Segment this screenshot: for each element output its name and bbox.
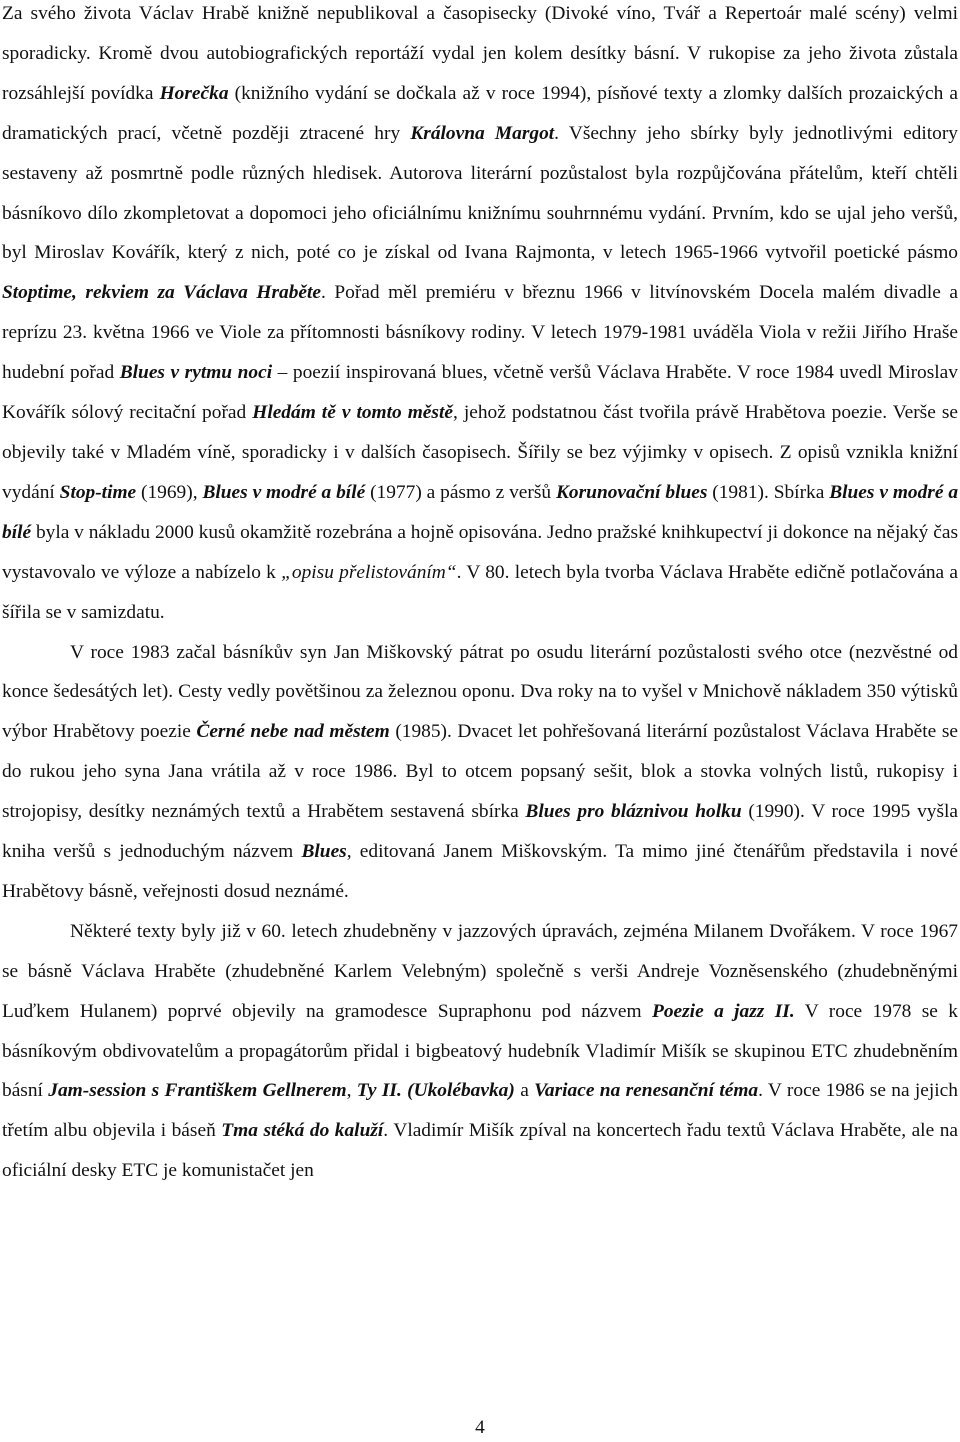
text-run: . V roce 1986 se na jejich třetím albu objevila i báseň: [2, 1080, 958, 1142]
text-run: . Všechny jeho sbírky byly jednotlivými editory sestaveny až posmrtně podle různých hledisek. Autorova literární pozůstalost byla rozpůjčována přátelům, kteří chtěli básníkovo dílo zkompletovat a dopomoci jeho oficiálnímu knižnímu souhrnnému vydání. Prvním, kdo se ujal jeho veršů, byl Miroslav Kovářík, který z nich, poté co je získal od Ivana Rajmonta, v letech 1965-1966 vytvořil poetické pásmo: [2, 122, 958, 264]
text-run: Některé texty byly již v 60. letech zhudebněny v jazzových úpravách, zejména Milanem Dvořákem. V roce 1967 se básně Václava Hraběte (zhudebněné Karlem Velebným) společně s verši Andreje Vozněsenského (zhudebněnými Luďkem Hulanem) poprvé objevily na gramodesce Supraphonu pod názvem: [2, 920, 958, 1022]
text-run: . Pořad měl premiéru v březnu 1966 v litvínovském Docela malém divadle a reprízu 23. května 1966 ve Viole za přítomnosti básníkovy rodiny. V letech 1979-1981 uváděla Viola v režii Jiřího Hraše hudební pořad: [2, 282, 958, 384]
emphasized-title: Blues v modré a bílé: [2, 481, 959, 543]
emphasized-title: Poezie a jazz II.: [651, 1000, 795, 1022]
text-run: (knižního vydání se dočkala až v roce 1994), písňové texty a zlomky dalších prozaických a dramatických prací, včetně později ztracené hry: [2, 82, 959, 144]
text-run: V roce 1978 se k básníkovým obdivovatelům a propagátorům přidal i bigbeatový hudebník Vladimír Mišík se skupinou ETC zhudebněním básní: [2, 1000, 958, 1102]
text-run: (1981). Sbírka: [707, 481, 830, 503]
emphasized-title: Černé nebe nad městem: [196, 721, 390, 743]
body-text: [2, 0, 958, 1191]
emphasized-title: Hledám tě v tomto městě: [252, 402, 453, 424]
text-run: , jehož podstatnou část tvořila právě Hrabětova poezie. Verše se objevily také v Mladém víně, sporadicky i v dalších časopisech. Šířily se bez výjimky v opisech. Z opisů vznikla knižní vydání: [2, 402, 958, 503]
text-run: (1985). Dvacet let pohřešovaná literární pozůstalost Václava Hraběte se do rukou jeho syna Jana vrátila až v roce 1986. Byl to otcem popsaný sešit, blok a stovka volných listů, rukopisy i strojopisy, desítky neznámých textů a Hrabětem sestavená sbírka: [2, 721, 958, 823]
emphasized-title: Blues v modré a bílé: [202, 481, 366, 503]
emphasized-title: Blues v rytmu noci: [119, 362, 273, 384]
emphasized-title: Jam-session s Františkem Gellnerem: [48, 1080, 347, 1102]
text-run: (1990). V roce 1995 vyšla kniha veršů s jednoduchým názvem: [2, 801, 958, 863]
emphasized-title: Korunovační blues: [555, 481, 708, 503]
emphasized-title: Horečka: [159, 82, 229, 104]
emphasized-title: Variace na renesanční téma: [534, 1080, 759, 1102]
paragraph: [2, 633, 958, 912]
text-run: (1969),: [136, 481, 203, 503]
emphasized-title: Blues: [301, 841, 347, 863]
emphasized-title: Stop-time: [59, 481, 137, 503]
text-run: Za svého života Václav Hrabě knižně nepublikoval a časopisecky (Divoké víno, Tvář a Repertoár malé scény) velmi sporadicky. Kromě dvou autobiografických reportáží vydal jen kolem desítky básní. V rukopise za jeho života zůstala rozsáhlejší povídka: [2, 3, 958, 104]
paragraph: [2, 0, 958, 633]
emphasized-title: Stoptime, rekviem za Václava Hraběte: [2, 282, 321, 304]
emphasized-title: Tma stéká do kaluží: [221, 1120, 384, 1142]
text-run: čet jen: [262, 1160, 314, 1182]
text-run: V roce 1983 začal básníkův syn Jan Miškovský pátrat po osudu literární pozůstalosti svého otce (nezvěstné od konce šedesátých let). Cesty vedly povětšinou za železnou oponu. Dva roky na to vyšel v Mnichově nákladem 350 výtisků výbor Hrabětovy poezie: [2, 641, 958, 743]
paragraph: [2, 912, 958, 1191]
text-run: byla v nákladu 2000 kusů okamžitě rozebrána a hojně opisována. Jedno pražské knihkupectví ji dokonce na nějaký čas vystavovalo ve výloze a nabízelo k: [2, 521, 958, 583]
text-run: ,: [346, 1080, 357, 1102]
text-run: – poezií inspirovaná blues, včetně veršů Václava Hraběte. V roce 1984 uvedl Miroslav Kovářík sólový recitační pořad: [2, 362, 958, 424]
emphasized-title: Královna Margot: [410, 122, 555, 144]
text-run: , editovaná Janem Miškovským. Ta mimo jiné čtenářům představila i nové Hrabětovy básně, veřejnosti dosud neznámé.: [2, 841, 958, 902]
emphasized-title: Ty II. (Ukolébavka): [356, 1080, 515, 1102]
emphasized-title: Blues pro bláznivou holku: [525, 801, 742, 823]
text-run: a: [514, 1080, 535, 1102]
text-run: . Vladimír Mišík zpíval na koncertech řadu textů Václava Hraběte, ale na oficiální desky ETC je komunista: [2, 1120, 958, 1182]
text-run: (1977) a pásmo z veršů: [365, 481, 556, 503]
emphasized-title: „opisu přelistováním“: [281, 561, 457, 583]
text-run: . V 80. letech byla tvorba Václava Hraběte edičně potlačována a šířila se v samizdatu.: [2, 561, 958, 623]
page-number: 4: [475, 1417, 485, 1438]
